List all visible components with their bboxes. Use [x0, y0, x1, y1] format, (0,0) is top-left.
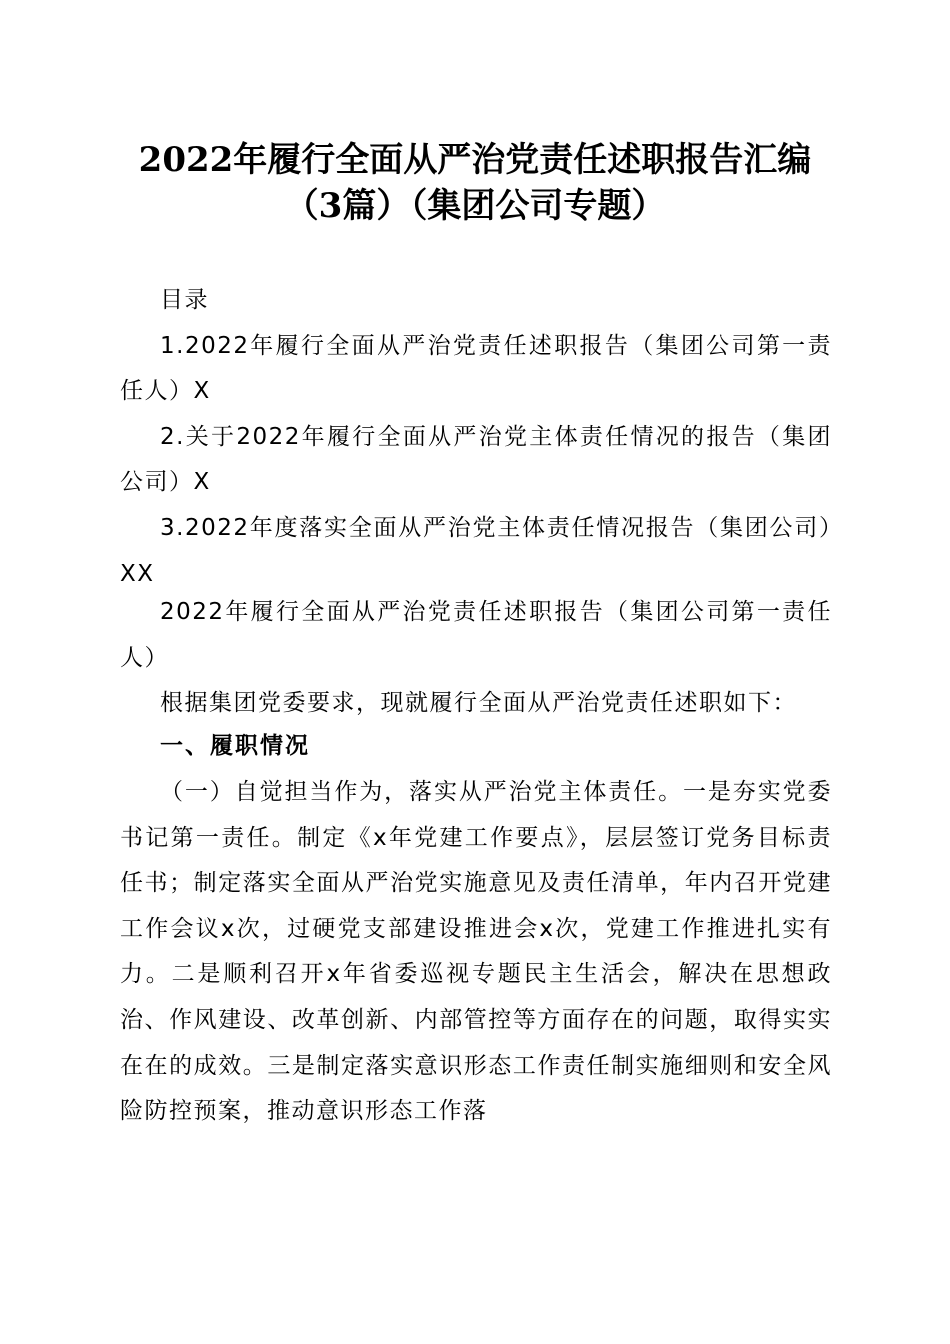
- table-of-contents: [120, 278, 832, 597]
- intro-paragraph: 根据集团党委要求，现就履行全面从严治党责任述职如下：: [160, 690, 797, 717]
- toc-label: 目录: [160, 287, 209, 313]
- toc-item: 2.关于2022年履行全面从严治党主体责任情况的报告（集团公司）X: [120, 423, 832, 496]
- section-heading: 一、履职情况: [160, 733, 310, 759]
- toc-item: 1.2022年履行全面从严治党责任述职报告（集团公司第一责任人）X: [120, 332, 832, 405]
- document-title-line-2: （3篇）（集团公司专题）: [284, 186, 666, 226]
- document-title-line-1: 2022年履行全面从严治党责任述职报告汇编: [138, 140, 812, 180]
- report-intro-block: [120, 590, 832, 727]
- heading-block: [120, 724, 832, 770]
- body-paragraph: （一）自觉担当作为，落实从严治党主体责任。一是夯实党委书记第一责任。制定《x年党建工作要点》，层层签订党务目标责任书；制定落实全面从严治党实施意见及责任清单，年内召开党建工作会议x次，过硬党支部建设推进会x次，党建工作推进扎实有力。二是顺利召开x年省委巡视专题民主生活会，解决在思想政治、作风建设、改革创新、内部管控等方面存在的问题，取得实实在在的成效。三是制定落实意识形态工作责任制实施细则和安全风险防控预案，推动意识形态工作落: [120, 779, 832, 1125]
- paragraph-block: [120, 770, 832, 1135]
- toc-item: 3.2022年度落实全面从严治党主体责任情况报告（集团公司）XX: [120, 514, 832, 587]
- section-title: 2022年履行全面从严治党责任述职报告（集团公司第一责任人）: [120, 599, 832, 671]
